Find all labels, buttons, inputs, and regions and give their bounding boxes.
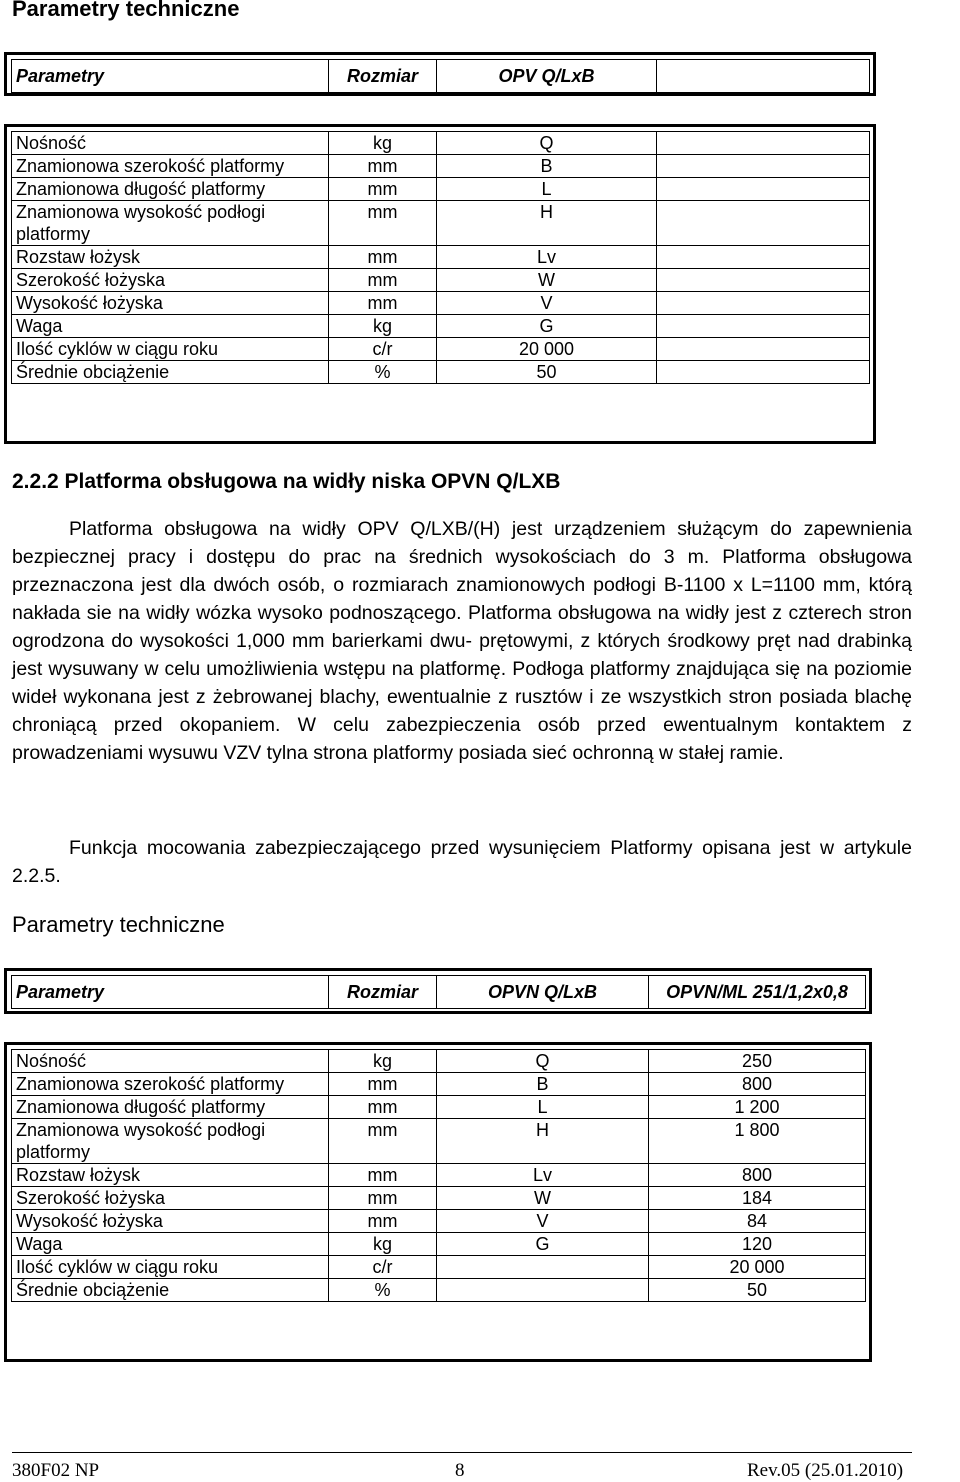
section-title-1: Parametry techniczne: [12, 0, 240, 21]
table-row: Wysokość łożyska mm V 84: [12, 1210, 866, 1233]
table-row: Szerokość łożyska mm W 184: [12, 1187, 866, 1210]
footer-revision: Rev.05 (25.01.2010): [747, 1460, 904, 1481]
table-row: Ilość cyklów w ciągu roku c/r 20 000: [12, 338, 870, 361]
description-paragraph: Platforma obsługowa na widły OPV Q/LXB/(H) jest urządzeniem służącym do zapewnienia bezpiecznej pracy i dostępu do prac na średnich wysokościach do 3 m. Platforma obsługowa przeznaczona jest dla dwóch osób, o rozmiarach znamionowych podłogi B-1100 x L=1100 mm, którą nakłada sie na widły wózka wysoko podnoszącego. Platforma obsługowa na widły jest z czterech stron ogrodzona do wysokości 1,000 mm barierkami dwu- prętowymi, z których środkowy pręt nad drabinką jest wysuwany w celu umożliwienia wstępu na platformę. Podłoga platformy znajdująca się na poziomie wideł wykonana jest z żebrowanej blachy, ewentualnie z rusztów i ze wszystkich stron posiada blachę chroniącą przed okopaniem. W celu zabezpieczenia osób przed ewentualnym kontaktem z prowadzeniami wysuwu VZV tylna strona platformy posiada sieć ochronną w stałej ramie.: [12, 518, 912, 764]
table-row: Rozstaw łożysk mm Lv: [12, 246, 870, 269]
table-row: Znamionowa wysokość podłogi platformy mm H 1 800: [12, 1119, 866, 1164]
table-row: Znamionowa szerokość platformy mm B 800: [12, 1073, 866, 1096]
header-opvn: OPVN Q/LxB: [437, 976, 649, 1009]
table-row: Waga kg G: [12, 315, 870, 338]
params-header-box-1: [4, 52, 876, 96]
header-opvn-ml: OPVN/ML 251/1,2x0,8: [649, 976, 866, 1009]
header-parametry: Parametry: [12, 60, 329, 93]
table-row: Średnie obciążenie % 50: [12, 361, 870, 384]
params-table-1: [4, 124, 876, 444]
table-row: Nośność kg Q: [12, 132, 870, 155]
footer-doc-code: 380F02 NP: [12, 1460, 100, 1481]
table-row: Szerokość łożyska mm W: [12, 269, 870, 292]
params-header-box-2: [4, 968, 872, 1014]
footer-page-number: 8: [455, 1460, 465, 1481]
table-row: Waga kg G 120: [12, 1233, 866, 1256]
table-row: Rozstaw łożysk mm Lv 800: [12, 1164, 866, 1187]
table-row: Znamionowa szerokość platformy mm B: [12, 155, 870, 178]
section-title-2: Parametry techniczne: [12, 912, 225, 937]
header-opv: OPV Q/LxB: [437, 60, 657, 93]
reference-paragraph: Funkcja mocowania zabezpieczającego przed wysunięciem Platformy opisana jest w artykule 2.2.5.: [12, 837, 912, 887]
table-row: Nośność kg Q 250: [12, 1050, 866, 1073]
table-row: Znamionowa długość platformy mm L 1 200: [12, 1096, 866, 1119]
section-heading: 2.2.2 Platforma obsługowa na widły niska OPVN Q/LXB: [12, 470, 561, 493]
table-row: Średnie obciążenie % 50: [12, 1279, 866, 1302]
header-rozmiar: Rozmiar: [329, 60, 437, 93]
table-row: Wysokość łożyska mm V: [12, 292, 870, 315]
footer-divider: [12, 1452, 912, 1453]
table-row: Znamionowa długość platformy mm L: [12, 178, 870, 201]
table-row: Znamionowa wysokość podłogi platformy mm H: [12, 201, 870, 246]
header-empty: [657, 60, 870, 93]
params-table-2: [4, 1042, 872, 1362]
header-rozmiar: Rozmiar: [329, 976, 437, 1009]
header-parametry: Parametry: [12, 976, 329, 1009]
table-row: Ilość cyklów w ciągu roku c/r 20 000: [12, 1256, 866, 1279]
